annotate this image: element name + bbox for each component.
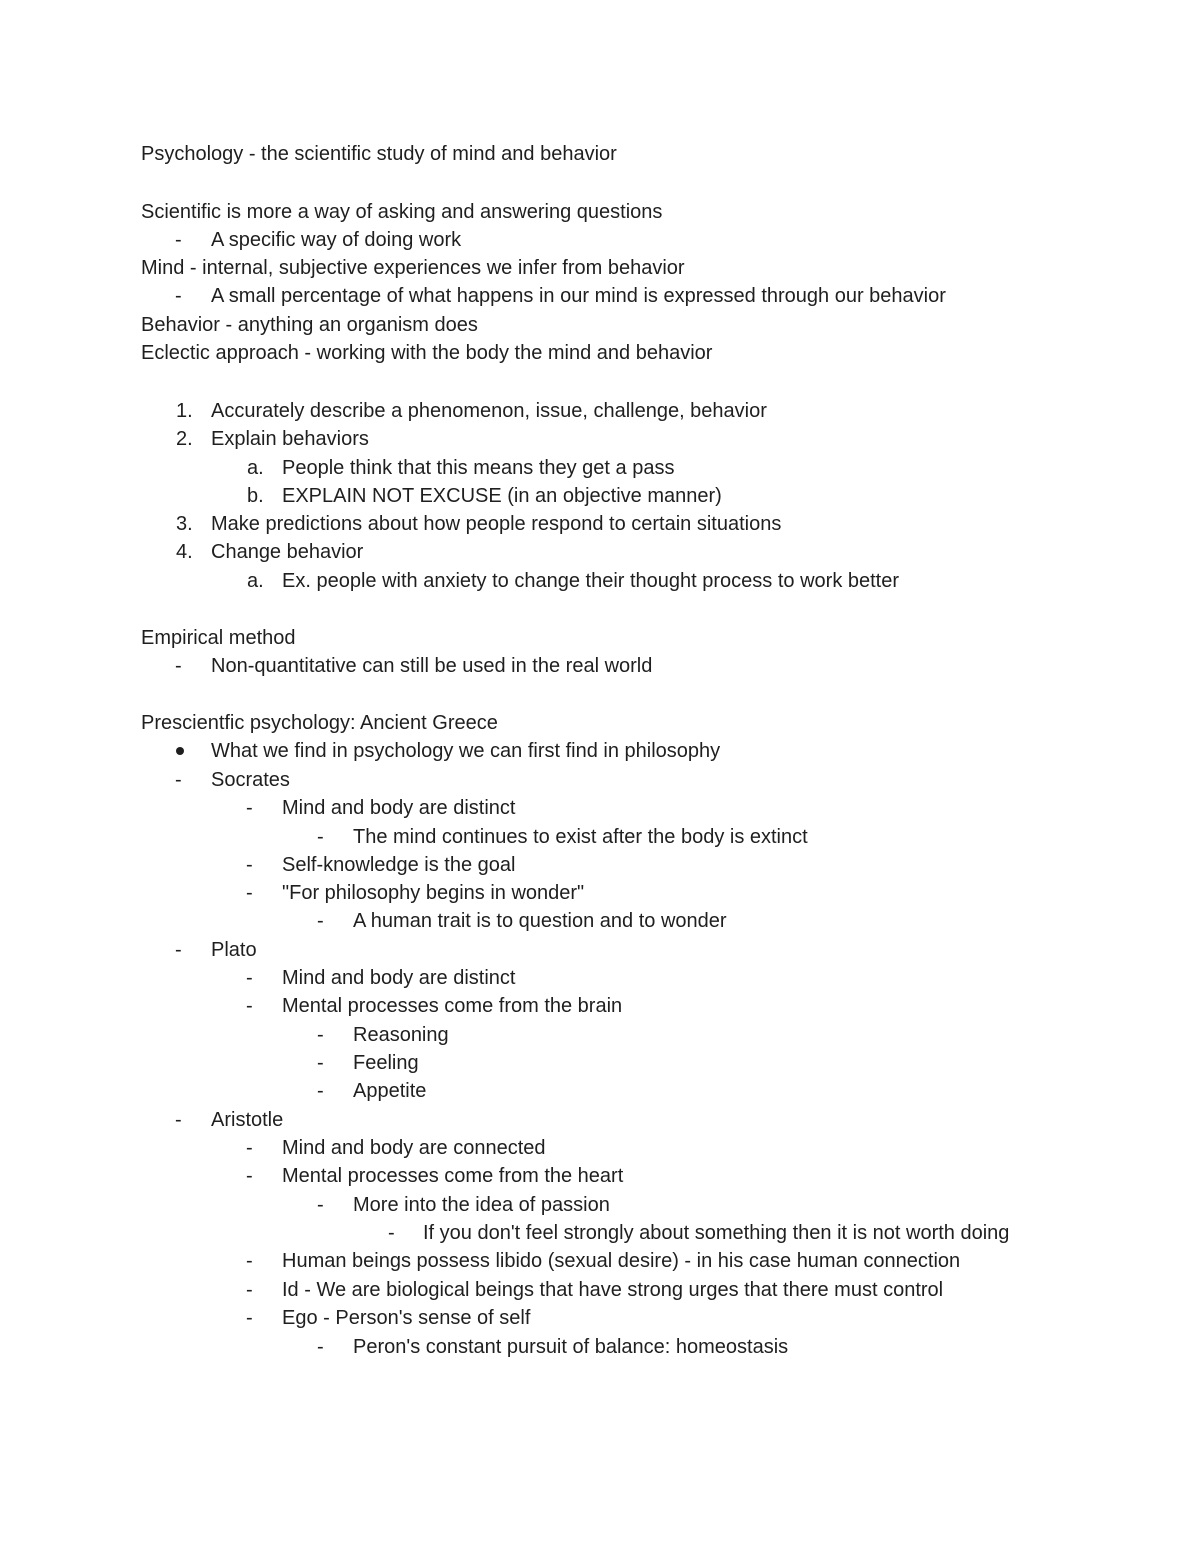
socrates-item: Self-knowledge is the goal xyxy=(282,854,516,876)
dash-bullet: - xyxy=(317,1336,324,1358)
plato-heading: Plato xyxy=(211,939,257,961)
scientific-sub-line: A specific way of doing work xyxy=(211,229,462,251)
dash-bullet: - xyxy=(317,1194,324,1216)
socrates-heading: Socrates xyxy=(211,769,290,791)
empirical-line: Empirical method xyxy=(141,627,296,649)
goal-item: Explain behaviors xyxy=(211,428,369,450)
list-marker: 2. xyxy=(176,428,193,450)
plato-item: Mental processes come from the brain xyxy=(282,995,623,1017)
prescientific-heading: Prescientfic psychology: Ancient Greece xyxy=(141,712,498,734)
dash-bullet: - xyxy=(246,1137,253,1159)
plato-part: Reasoning xyxy=(353,1024,449,1046)
goal-item: Change behavior xyxy=(211,541,364,563)
dash-bullet: - xyxy=(246,882,253,904)
list-marker: a. xyxy=(247,570,264,592)
list-marker: 4. xyxy=(176,541,193,563)
dash-bullet: - xyxy=(246,1165,253,1187)
dash-bullet: - xyxy=(175,655,182,677)
dash-bullet: - xyxy=(317,826,324,848)
list-marker: 3. xyxy=(176,513,193,535)
plato-item: Mind and body are distinct xyxy=(282,967,516,989)
goal-sub-item: EXPLAIN NOT EXCUSE (in an objective manner) xyxy=(282,485,722,507)
goal-item: Accurately describe a phenomenon, issue, challenge, behavior xyxy=(211,400,767,422)
goal-item: Make predictions about how people respond to certain situations xyxy=(211,513,782,535)
socrates-item: "For philosophy begins in wonder" xyxy=(282,882,585,904)
mind-sub-line: A small percentage of what happens in our mind is expressed through our behavior xyxy=(211,285,946,307)
dash-bullet: - xyxy=(388,1222,395,1244)
goal-sub-item: People think that this means they get a pass xyxy=(282,457,675,479)
empirical-sub-line: Non-quantitative can still be used in the real world xyxy=(211,655,653,677)
aristotle-heading: Aristotle xyxy=(211,1109,284,1131)
dash-bullet: - xyxy=(175,939,182,961)
aristotle-sub-item: Peron's constant pursuit of balance: homeostasis xyxy=(353,1336,789,1358)
eclectic-line: Eclectic approach - working with the body the mind and behavior xyxy=(141,342,713,364)
plato-part: Appetite xyxy=(353,1080,427,1102)
aristotle-item: Human beings possess libido (sexual desire) - in his case human connection xyxy=(282,1250,961,1272)
scientific-line: Scientific is more a way of asking and answering questions xyxy=(141,201,663,223)
plato-part: Feeling xyxy=(353,1052,419,1074)
dash-bullet: - xyxy=(175,1109,182,1131)
goal-sub-item: Ex. people with anxiety to change their thought process to work better xyxy=(282,570,900,592)
dash-bullet: - xyxy=(246,1307,253,1329)
socrates-sub-item: The mind continues to exist after the body is extinct xyxy=(353,826,808,848)
round-bullet-icon xyxy=(176,747,184,755)
aristotle-item: Mental processes come from the heart xyxy=(282,1165,624,1187)
socrates-sub-item: A human trait is to question and to wonder xyxy=(353,910,727,932)
dash-bullet: - xyxy=(246,1279,253,1301)
dash-bullet: - xyxy=(317,1024,324,1046)
dash-bullet: - xyxy=(175,769,182,791)
socrates-item: Mind and body are distinct xyxy=(282,797,516,819)
dash-bullet: - xyxy=(246,797,253,819)
list-marker: a. xyxy=(247,457,264,479)
dash-bullet: - xyxy=(246,967,253,989)
list-marker: b. xyxy=(247,485,264,507)
behavior-line: Behavior - anything an organism does xyxy=(141,314,478,336)
dash-bullet: - xyxy=(317,910,324,932)
aristotle-item: Ego - Person's sense of self xyxy=(282,1307,531,1329)
dash-bullet: - xyxy=(246,1250,253,1272)
mind-line: Mind - internal, subjective experiences we infer from behavior xyxy=(141,257,685,279)
aristotle-item: Mind and body are connected xyxy=(282,1137,546,1159)
dash-bullet: - xyxy=(175,285,182,307)
aristotle-sub-item: More into the idea of passion xyxy=(353,1194,610,1216)
aristotle-item: Id - We are biological beings that have strong urges that there must control xyxy=(282,1279,944,1301)
dash-bullet: - xyxy=(246,995,253,1017)
philosophy-line: What we find in psychology we can first find in philosophy xyxy=(211,740,721,762)
dash-bullet: - xyxy=(317,1080,324,1102)
definition-line: Psychology - the scientific study of mind and behavior xyxy=(141,143,617,165)
dash-bullet: - xyxy=(175,229,182,251)
aristotle-sub-sub-item: If you don't feel strongly about something then it is not worth doing xyxy=(423,1222,1010,1244)
dash-bullet: - xyxy=(317,1052,324,1074)
list-marker: 1. xyxy=(176,400,193,422)
dash-bullet: - xyxy=(246,854,253,876)
